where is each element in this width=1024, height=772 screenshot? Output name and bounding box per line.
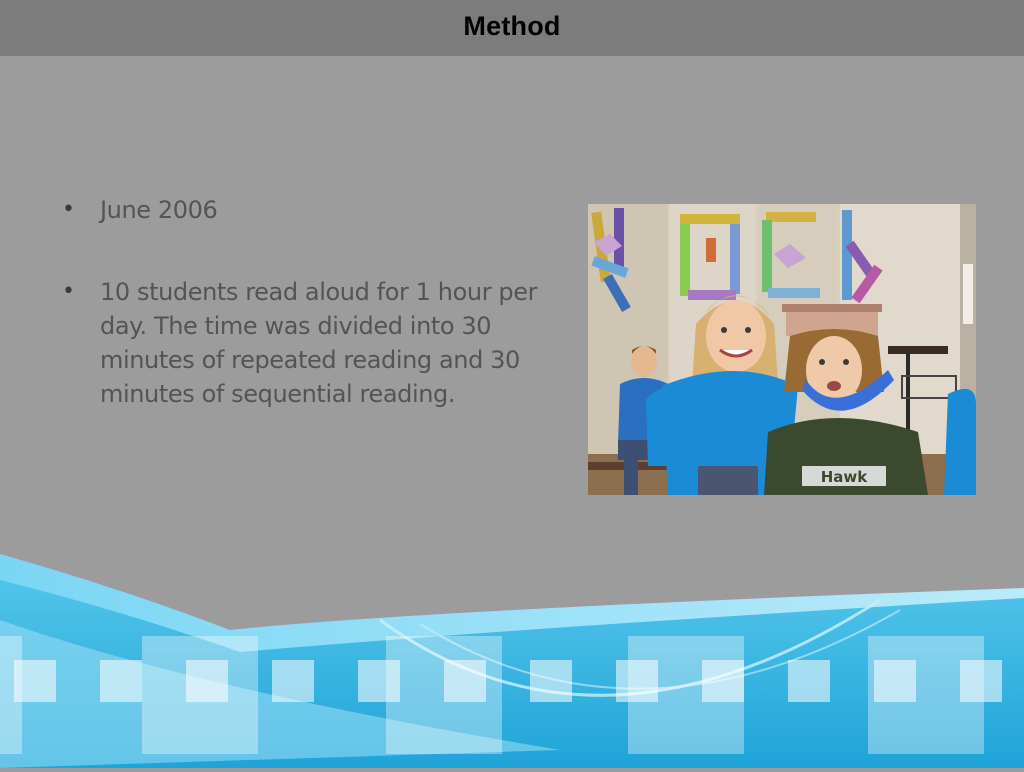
bullet-item: [58, 275, 558, 411]
bullet-icon: •: [62, 197, 75, 222]
bullet-item: [58, 193, 558, 227]
bullet-list: [58, 193, 558, 459]
wave-decoration: [0, 540, 1024, 768]
decorative-footer: [0, 540, 1024, 768]
slide-title: Method: [463, 10, 561, 41]
title-bar: [0, 0, 1024, 56]
photo-illustration: [588, 204, 976, 495]
bullet-icon: •: [62, 279, 75, 304]
bullet-text: 10 students read aloud for 1 hour per day. The time was divided into 30 minutes of repeated reading and 30 minutes of sequential reading.: [100, 278, 538, 408]
shirt-text: Hawk: [820, 468, 868, 486]
classroom-photo: [588, 204, 976, 495]
bullet-text: June 2006: [100, 196, 218, 224]
